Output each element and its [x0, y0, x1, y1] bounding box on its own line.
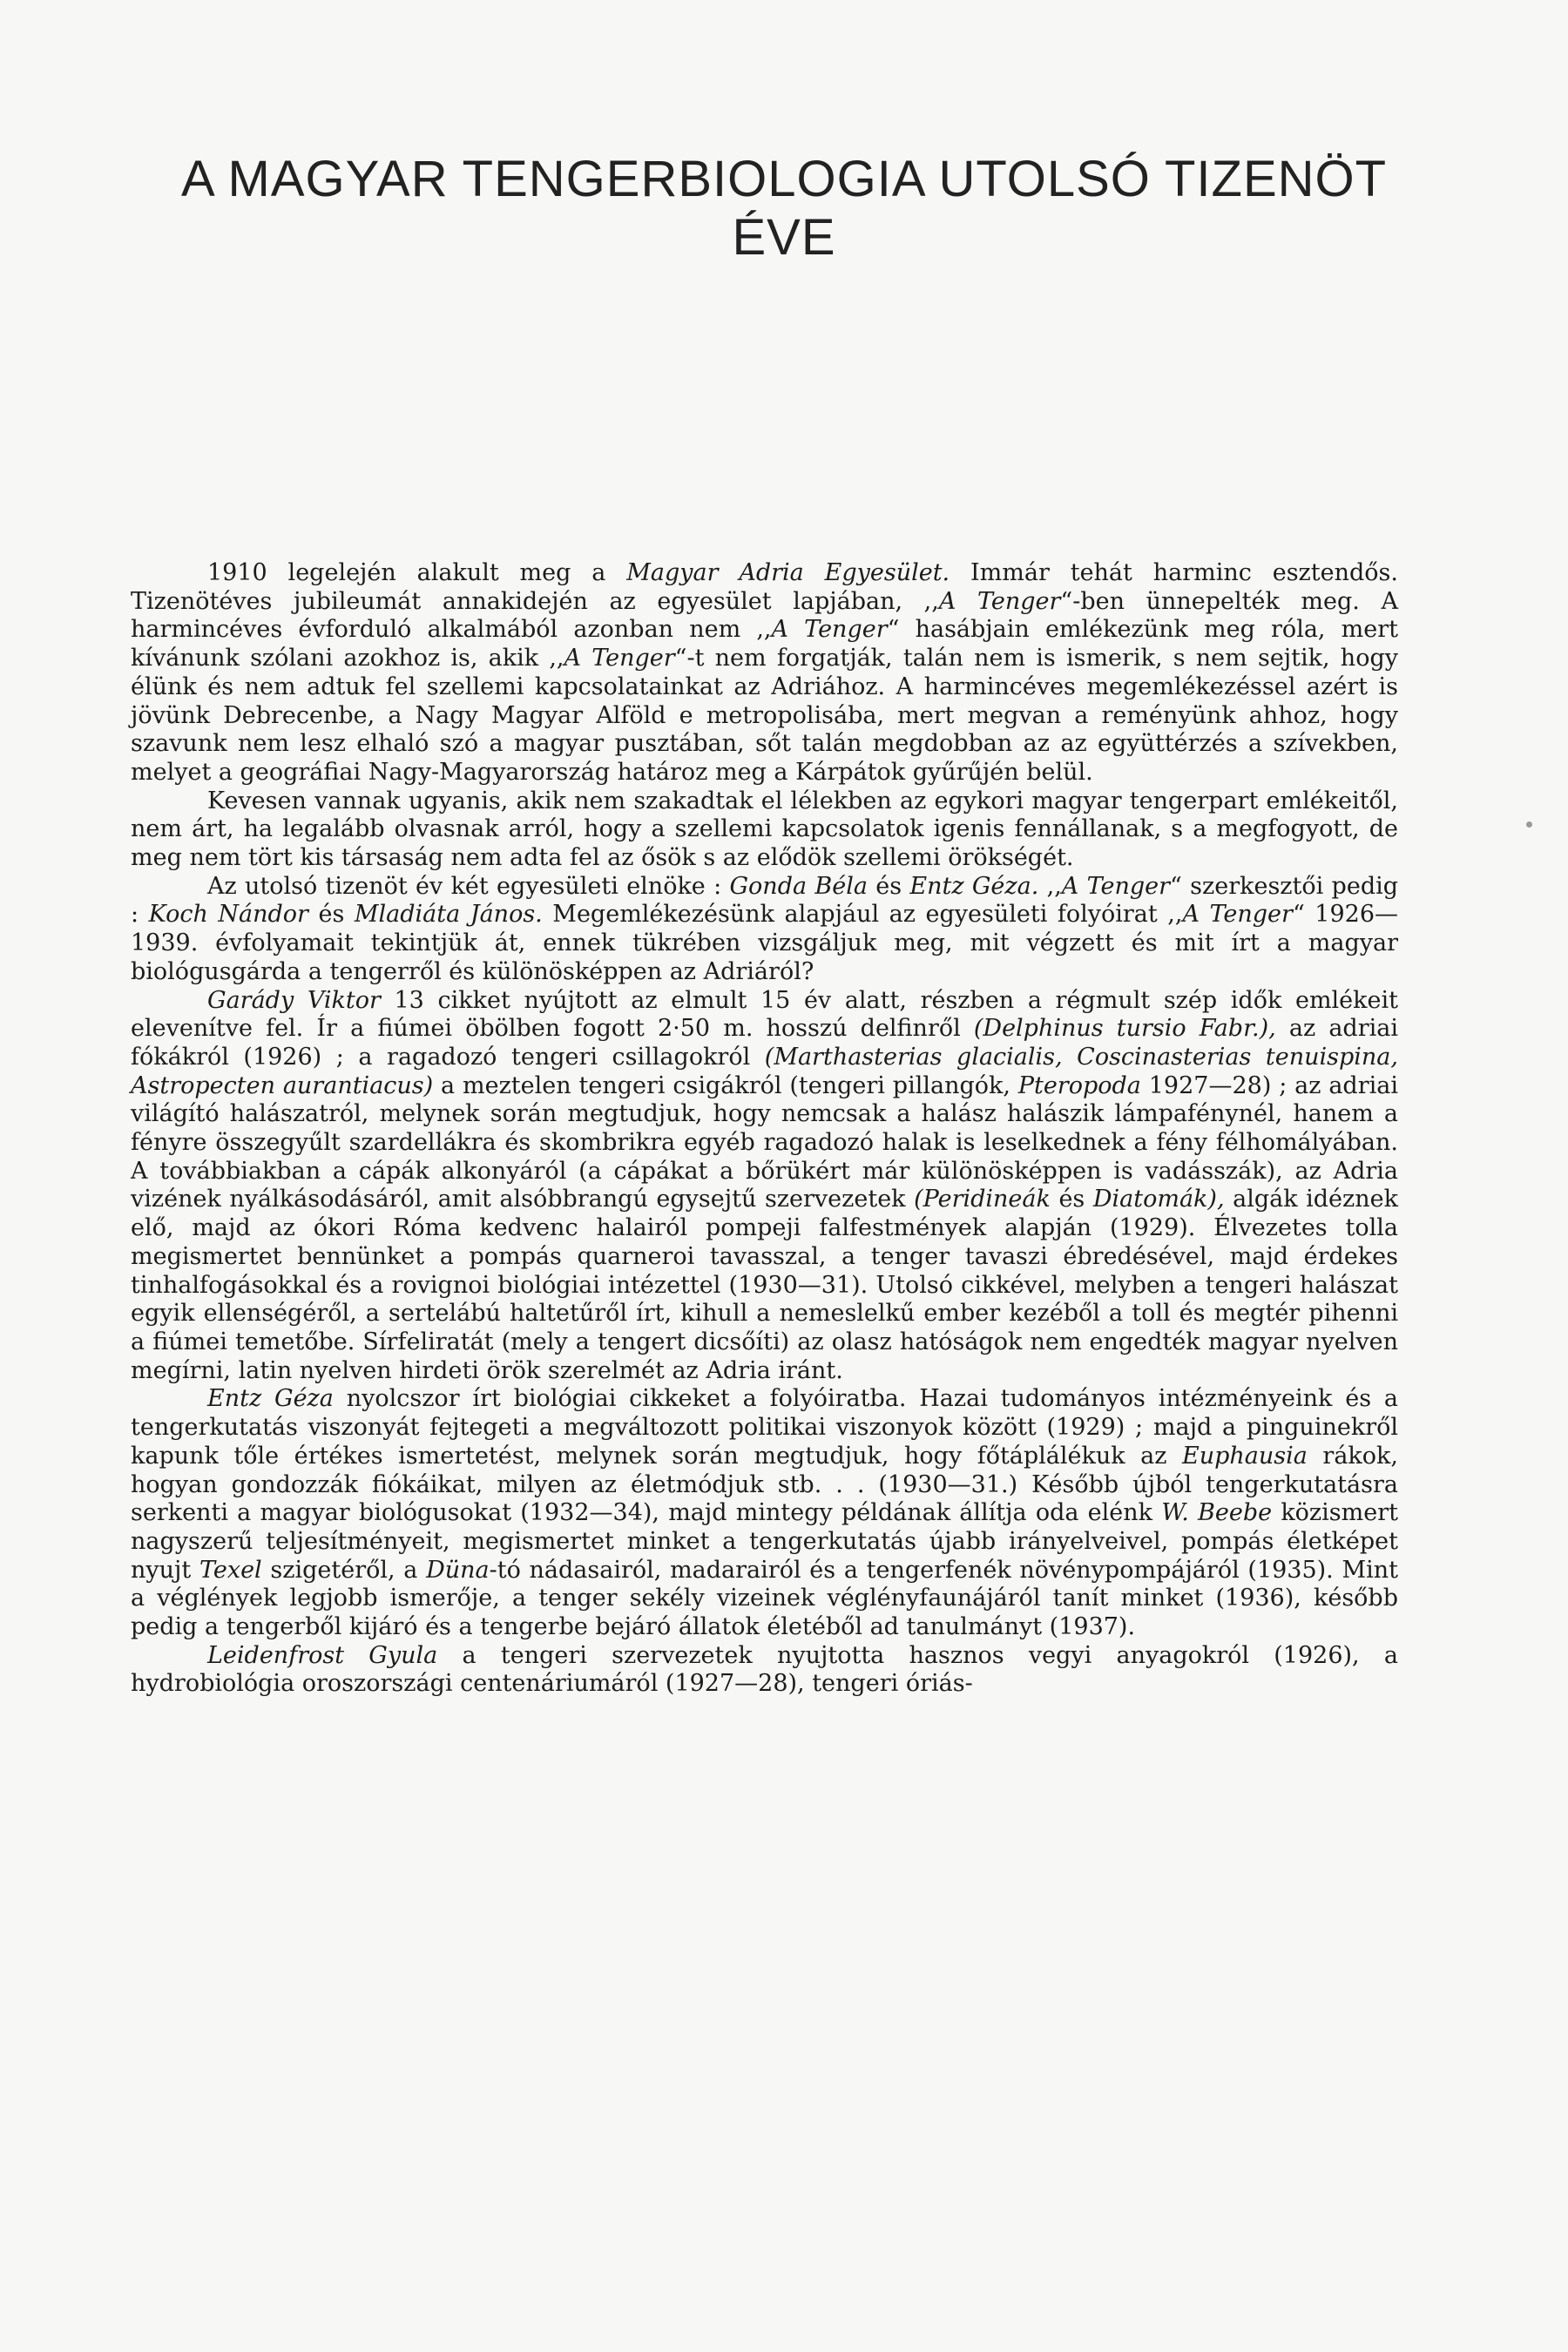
text: a tengeri szervezetek nyujtotta hasznos vegyi anyagokról (1926), a hydrobiológia oroszországi centenáriumáról (1927—28), tengeri óriás-: [131, 1641, 1398, 1698]
italic-text: W. Beebe: [1161, 1499, 1273, 1527]
text: nyolcszor írt biológiai cikkeket a folyóiratba. Hazai tudományos intézményeink és a tengerkutatás viszonyát fejtegeti a megváltozott politikai viszonyok között (1929) ; majd a pinguinekről kapunk tőle értékes ismertetést, melynek során megtudjuk, hogy főtáplálékuk az: [131, 1385, 1398, 1470]
text: 1927—28) ; az adriai világító halászatról, melynek során megtudjuk, hogy nemcsak a halász halászik lámpafénynél, hanem a fényre összegyűlt szardellákra és skombrikra egyéb ragadozó halak is leselkednek a fény félhomályában. A továbbiakban a cápák alkonyáról (a cápákat a bőrükért már különösképpen is vadásszák), az Adria vizének nyálkásodásáról, amit alsóbbrangú egysejtű szervezetek: [131, 1071, 1398, 1213]
article-body: [131, 559, 1398, 1699]
text: “ 1926—1939. évfolyamait tekintjük át, ennek tükrében vizsgáljuk meg, mit végzett és mit írt a magyar biológusgárda a tengerről és különösképpen az Adriáról?: [131, 901, 1399, 985]
italic-text: (Marthasterias glacialis, Coscinasterias tenuispina, Astropecten aurantiacus): [131, 1043, 1398, 1099]
text: 1910 legelején alakult meg a: [207, 559, 627, 586]
italic-text: (Delphinus tursio Fabr.),: [973, 1015, 1276, 1043]
italic-text: Pteropoda: [1017, 1071, 1141, 1099]
text: “ szerkesztői pedig :: [131, 872, 1399, 929]
italic-text: A Tenger: [1061, 872, 1171, 900]
text: “-ben ünnepelték meg. A harmincéves évforduló alkalmából azonban nem ,,: [131, 587, 1398, 644]
italic-text: Entz Géza.: [909, 872, 1039, 900]
text: az adriai fókákról (1926) ; a ragadozó tengeri csillagokról: [131, 1015, 1398, 1071]
paragraph-1: [131, 559, 1398, 787]
italic-text: Euphausia: [1182, 1442, 1308, 1470]
italic-text: Gonda Béla: [729, 872, 868, 900]
italic-text: Diatomák),: [1092, 1186, 1225, 1213]
paragraph-4: [131, 987, 1398, 1386]
text: és: [1050, 1186, 1093, 1213]
text: rákok, hogyan gondozzák fiókáikat, milyen az életmódjuk stb. . . (1930—31.) Később újból tengerkutatásra serkenti a magyar biológusokat (1932—34), majd mintegy példának állítja oda elénk: [131, 1442, 1398, 1527]
text: algák idéznek elő, majd az ókori Róma kedvenc halairól pompeji falfestmények alapján (1929). Élvezetes tolla megismertet bennünket a pompás quarneroi tavasszal, a tenger tavaszi ébredésével, majd érdekes tinhalfogásokkal és a rovignoi biológiai intézettel (1930—31). Utolsó cikkével, melyben a tengeri halászat egyik ellenségéről, a sertelábú haltetűről írt, kihull a nemeslelkű ember kezéből a toll és megtér pihenni a fiúmei temetőbe. Sírfeliratát (mely a tengert dicsőíti) az olasz hatóságok nem engedték magyar nyelven megírni, latin nyelven hirdeti örök szerelmét az Adria iránt.: [131, 1186, 1398, 1384]
italic-text: Entz Géza: [207, 1385, 334, 1413]
text: “-t nem forgatják, talán nem is ismerik, s nem sejtik, hogy élünk és nem adtuk fel szellemi kapcsolatainkat az Adriához. A harmincéves megemlékezéssel azért is jövünk Debrecenbe, a Nagy Magyar Alföld e metropolisába, mert megvan a reményünk ahhoz, hogy szavunk nem lesz elhaló szó a magyar pusztában, sőt talán megdobban az az együttérzés a szívekben, melyet a geográfiai Nagy-Magyarország határoz meg a Kárpátok gyűrűjén belül.: [131, 645, 1398, 786]
text: “ hasábjain emlékezünk meg róla, mert kívánunk szólani azokhoz is, akik ,,: [131, 616, 1398, 672]
text: közismert nagyszerű teljesítményeit, megismertet minket a tengerkutatás újabb irányelveivel, pompás életképet nyujt: [131, 1499, 1398, 1584]
text: 13 cikket nyújtott az elmult 15 év alatt, részben a régmult szép idők emlékeit elevenítve fel. Ír a fiúmei öbölben fogott 2·50 m. hosszú delfinről: [131, 986, 1398, 1043]
italic-text: Mladiáta János.: [354, 901, 543, 929]
text: és: [867, 872, 910, 900]
italic-text: Koch Nándor: [148, 901, 308, 929]
text: szigetéről, a: [261, 1556, 427, 1584]
italic-text: A Tenger: [564, 645, 675, 672]
paragraph-5: [131, 1385, 1398, 1641]
italic-text: Garády Viktor: [207, 986, 381, 1014]
text: Az utolsó tizenöt év két egyesületi elnöke :: [207, 872, 730, 900]
text: és: [308, 901, 355, 929]
text: ,,: [1038, 872, 1062, 900]
text: a meztelen tengeri csigákról (tengeri pillangók,: [433, 1071, 1018, 1099]
italic-text: A Tenger: [771, 616, 888, 644]
paragraph-6: [131, 1642, 1398, 1699]
italic-text: A Tenger: [1182, 901, 1293, 929]
paper-speck: [1526, 821, 1532, 828]
italic-text: A Tenger: [938, 587, 1061, 615]
paragraph-2: Kevesen vannak ugyanis, akik nem szakadtak el lélekben az egykori magyar tengerpart emlékeitől, nem árt, ha legalább olvasnak arról, hogy a szellemi kapcsolatok igenis fennállanak, s a megfogyott, de meg nem tört kis társaság nem adta fel az ősök s az elődök szellemi örökségét.: [131, 787, 1398, 872]
page-title: A MAGYAR TENGERBIOLOGIA UTOLSÓ TIZENÖT ÉVE: [180, 151, 1388, 266]
italic-text: Leidenfrost Gyula: [207, 1641, 438, 1669]
text: Immár tehát harminc esztendős. Tizenötéves jubileumát annakidején az egyesület lapjában, ,,: [131, 559, 1398, 615]
text: Megemlékezésünk alapjául az egyesületi folyóirat ,,: [542, 901, 1183, 929]
italic-text: Magyar Adria Egyesület.: [626, 559, 950, 586]
paragraph-3: [131, 873, 1398, 987]
italic-text: Texel: [199, 1556, 262, 1584]
italic-text: Düna: [426, 1556, 490, 1584]
italic-text: (Peridineák: [914, 1186, 1051, 1213]
text: -tó nádasairól, madarairól és a tengerfenék növénypompájáról (1935). Mint a véglények legjobb ismerője, a tenger sekély vizeinek véglényfaunájáról tanít minket (1936), később pedig a tengerből kijáró és a tengerbe bejáró állatok életéből ad tanulmányt (1937).: [131, 1556, 1398, 1641]
